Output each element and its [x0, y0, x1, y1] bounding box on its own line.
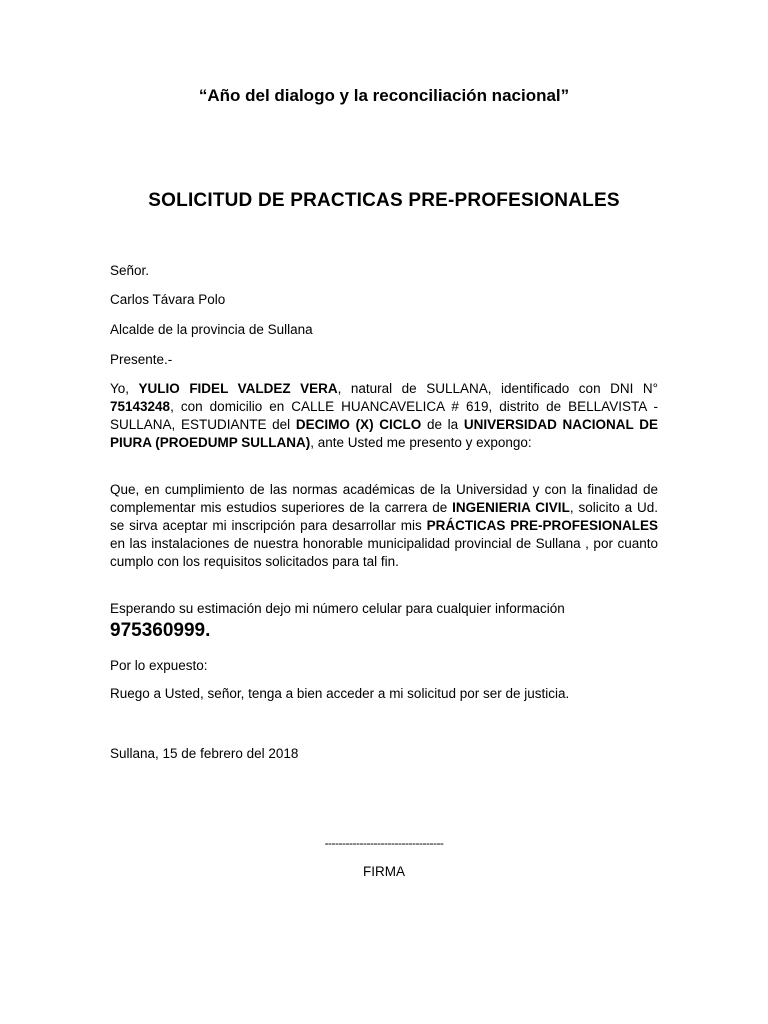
career-name: INGENIERIA CIVIL — [452, 500, 570, 515]
document-title: SOLICITUD DE PRACTICAS PRE-PROFESIONALES — [148, 190, 620, 211]
paragraph-contact: Esperando su estimación dejo mi número celular para cualquier información 975360999. — [110, 601, 565, 641]
student-name: YULIO FIDEL VALDEZ VERA — [138, 381, 338, 396]
university-name: UNIVERSIDAD NACIONAL DE PIURA (PROEDUMP SULLANA) — [110, 417, 658, 450]
signature-line: ---------------------------------- — [324, 836, 444, 850]
addressee-position: Alcalde de la provincia de Sullana — [110, 322, 313, 337]
por-lo-expuesto: Por lo expuesto: — [110, 658, 208, 673]
presente-line: Presente.- — [110, 352, 173, 367]
study-cycle: DECIMO (X) CICLO — [295, 417, 422, 432]
paragraph-request: Que, en cumplimiento de las normas académicas de la Universidad y con la finalidad de complementar mis estudios superiores de la carrera de INGENIERIA CIVIL, solicito a Ud. se sirva aceptar mi inscripción para desarrollar mis PRÁCTICAS PRE-PROFESIONALES en las instalaciones de nuestra honorable municipalidad provincial de Sullana , por cuanto cumplo con los requisitos solicitados para tal fin. — [110, 482, 658, 569]
phone-number: 975360999. — [110, 620, 211, 641]
year-motto: “Año del dialogo y la reconciliación nacional” — [198, 86, 570, 105]
request-closing: Ruego a Usted, señor, tenga a bien acceder a mi solicitud por ser de justicia. — [110, 686, 570, 701]
date-line: Sullana, 15 de febrero del 2018 — [110, 746, 299, 761]
salutation: Señor. — [110, 263, 150, 278]
signature-label: FIRMA — [363, 864, 405, 879]
practices-label: PRÁCTICAS PRE-PROFESIONALES — [426, 518, 658, 533]
addressee-name: Carlos Távara Polo — [110, 292, 226, 307]
paragraph-introduction: Yo, YULIO FIDEL VALDEZ VERA, natural de SULLANA, identificado con DNI N° 75143248, con domicilio en CALLE HUANCAVELICA # 619, distrito de BELLAVISTA - SULLANA, ESTUDIANTE del DECIMO (X) CICLO de la UNIVERSIDAD NACIONAL DE PIURA (PROEDUMP SULLANA), ante Usted me presento y expongo: — [110, 381, 658, 450]
dni-number: 75143248 — [110, 399, 171, 414]
